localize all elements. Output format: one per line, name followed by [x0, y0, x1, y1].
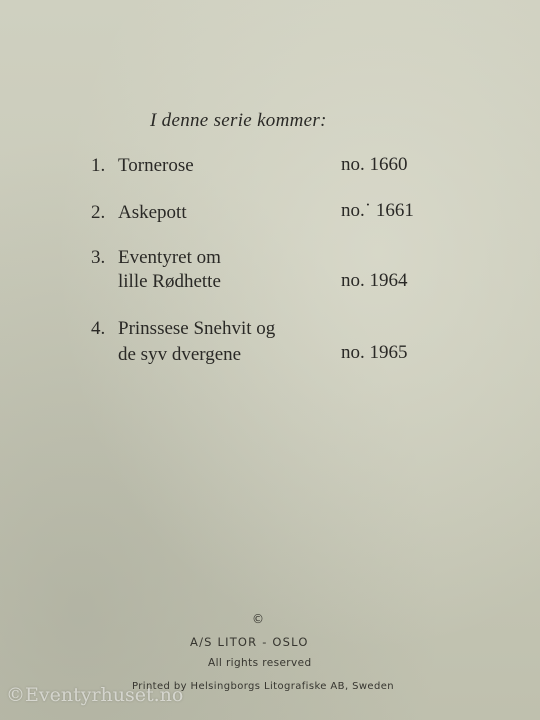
item-title-continued: lille Rødhette [118, 271, 221, 292]
item-catalog-number: no. 1965 [341, 342, 408, 363]
item-title-continued: de syv dvergene [118, 344, 242, 365]
item-title: Askepott [118, 202, 187, 223]
item-catalog-number: no.˙ 1661 [341, 200, 414, 221]
item-number: 4. [91, 318, 106, 339]
item-title: Eventyret om [118, 247, 221, 268]
publisher-line: A/S LITOR - OSLO [190, 635, 309, 649]
item-title: Tornerose [118, 155, 194, 176]
item-title: Prinssese Snehvit og [118, 318, 276, 339]
rights-line: All rights reserved [208, 657, 312, 669]
series-heading: I denne serie kommer: [150, 110, 327, 131]
printer-line: Printed by Helsingborgs Litografiske AB, Sweden [132, 681, 395, 692]
item-number: 1. [91, 155, 106, 176]
copyright-symbol: © [252, 612, 265, 626]
item-number: 3. [91, 247, 106, 268]
item-number: 2. [91, 202, 106, 223]
item-catalog-number: no. 1660 [341, 154, 408, 175]
item-catalog-number: no. 1964 [341, 270, 408, 291]
watermark-text: ©Eventyrhuset.no [6, 684, 184, 706]
